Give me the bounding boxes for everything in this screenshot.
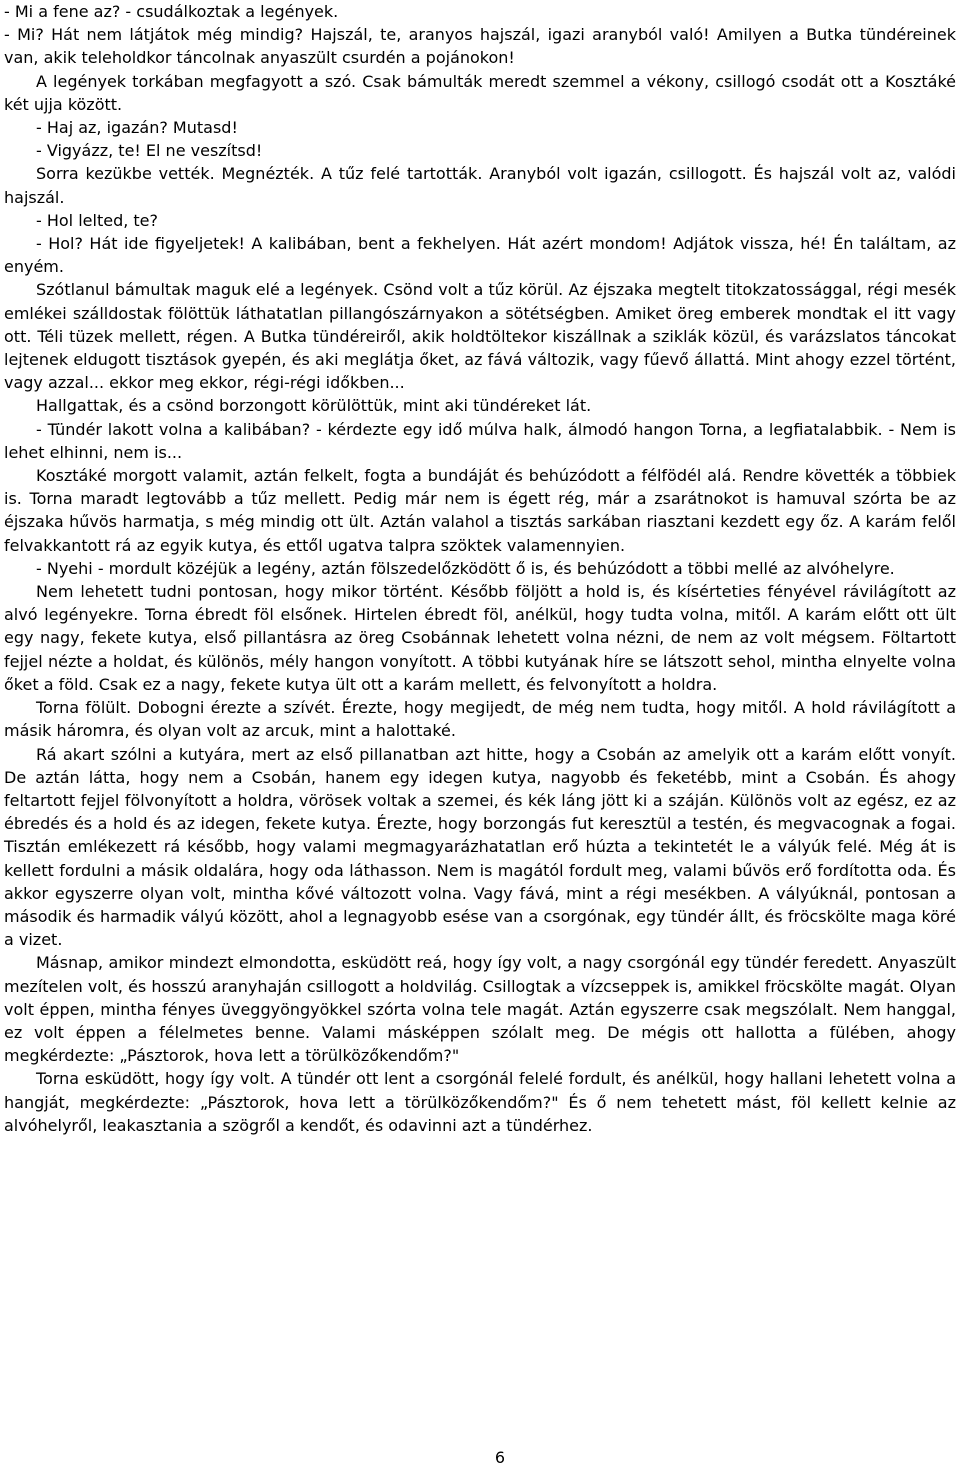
paragraph-10: Hallgattak, és a csönd borzongott körülöttük, mint aki tündéreket lát.	[36, 396, 592, 416]
paragraph-17: Másnap, amikor mindezt elmondotta, esküdött reá, hogy így volt, a nagy csorgónál egy tündér feredett. Anyaszült mezítelen volt, és hosszú aranyhaján csillogott a holdvilág. Csillogtak a vízcseppek is, amikkel fröcskölte magát. Olyan volt éppen, mintha fényes üveggyöngyökkel szórta volna tele magát. Aztán egyszerre csak megszólalt. Nem hanggal, ez volt éppen a félelmetes benne. Valami másképpen szólalt meg. De mégis ott hallotta a fülében, ahogy megkérdezte: „Pásztorok, hova lett a törülközőkendőm?"	[4, 953, 956, 1066]
paragraph-7: - Hol lelted, te?	[36, 210, 158, 230]
paragraph-6: Sorra kezükbe vették. Megnézték. A tűz felé tartották. Aranyból volt igazán, csillogott. És hajszál volt az, valódi hajszál.	[4, 164, 956, 207]
paragraph-16: Rá akart szólni a kutyára, mert az első pillanatban azt hitte, hogy a Csobán az amelyik ott a karám előtt vonyít. De aztán látta, hogy nem a Csobán, hanem egy idegen kutya, nagyobb és feketébb, mint a Csobán. És ahogy feltartott fejjel fölvonyított a holdra, vörösek voltak a szemei, és kék láng jött ki a száján. Különös volt az egész, ez az ébredés és a hold és az idegen, fekete kutya. Érezte, hogy borzongás fut keresztül a testén, és megvacognak a fogai. Tisztán emlékezett rá később, hogy valami megmagyarázhatatlan erő húzta a tekintetét le a vályúk felé. Még át is kellett fordulni a másik oldalára, hogy oda láthasson. Nem is magától fordult meg, valami bűvös erő fordította oda. És akkor egyszerre olyan volt, mintha kővé változott volna. Vagy fává, mint a régi mesékben. A vályúknál, pontosan a második és harmadik vályú között, ahol a legnagyobb esése van a csorgónak, egy tündér állt, és fröcskölte maga köré a vizet.	[4, 744, 956, 950]
paragraph-8: - Hol? Hát ide figyeljetek! A kalibában, bent a fekhelyen. Hát azért mondom! Adjátok vissza, hé! Én találtam, az enyém.	[4, 234, 956, 277]
paragraph-12: Kosztáké morgott valamit, aztán felkelt, fogta a bundáját és behúzódott a félfödél alá. Rendre követték a többiek is. Torna maradt legtovább a tűz mellett. Pedig már nem is égett rég, már a zsarátnokot is hamuval szórta be az éjszaka hűvös harmatja, s még mindig ott ült. Aztán valahol a tisztás sarkában riasztani kezdett egy őz. A karám felől felvakkantott rá az egyik kutya, és ettől ugatva talpra szöktek valamennyien.	[4, 466, 956, 555]
paragraph-2: - Mi? Hát nem látjátok még mindig? Hajszál, te, aranyos hajszál, igazi aranyból való! Amilyen a Butka tündéreinek van, akik teleholdkor táncolnak anyaszült csurdén a pojánokon!	[4, 25, 956, 68]
paragraph-3: A legények torkában megfagyott a szó. Csak bámulták meredt szemmel a vékony, csillogó csodát ott a Kosztáké két ujja között.	[4, 71, 956, 114]
paragraph-13: - Nyehi - mordult közéjük a legény, aztán fölszedelőzködött ő is, és behúzódott a többi mellé az alvóhelyre.	[36, 558, 895, 578]
paragraph-9: Szótlanul bámultak maguk elé a legények. Csönd volt a tűz körül. Az éjszaka megtelt titokzatossággal, régi mesék emlékei szálldostak fölöttük láthatatlan pillangószárnyakon a sötétségben. Amiket öreg emberek mondtak el itt vagy ott. Téli tüzek mellett, régen. A Butka tündéreiről, akik holdtöltekor kiszállnak a sziklák közül, és varázslatos táncokat lejtenek eldugott tisztások gyepén, és aki meglátja őket, az fává változik, vagy fűevő állattá. Mint ahogy ezzel történt, vagy azzal... ekkor meg ekkor, régi-régi időkben...	[4, 280, 956, 393]
paragraph-1: - Mi a fene az? - csudálkoztak a legények.	[4, 2, 339, 21]
paragraph-11: - Tündér lakott volna a kalibában? - kérdezte egy idő múlva halk, álmodó hangon Torna, a legfiatalabbik. - Nem is lehet elhinni, nem is...	[4, 419, 956, 462]
page-number: 6	[494, 1448, 506, 1467]
paragraph-15: Torna fölült. Dobogni érezte a szívét. Érezte, hogy megijedt, de még nem tudta, hogy mitől. A hold rávilágított a másik háromra, és olyan volt az arcuk, mint a halottaké.	[4, 698, 956, 741]
paragraph-5: - Vigyázz, te! El ne veszítsd!	[36, 141, 263, 161]
paragraph-4: - Haj az, igazán? Mutasd!	[36, 118, 238, 138]
paragraph-18: Torna esküdött, hogy így volt. A tündér ott lent a csorgónál felelé fordult, és anélkül, hogy hallani lehetett volna a hangját, megkérdezte: „Pásztorok, hova lett a törülközőkendőm?" És ő nem tehetett mást, föl kellett kelnie az alvóhelyről, leakasztania a szögről a kendőt, és odavinni azt a tündérhez.	[4, 1069, 956, 1135]
document-page	[4, 0, 956, 1137]
paragraph-14: Nem lehetett tudni pontosan, hogy mikor történt. Később följött a hold is, és kísérteties fényével rávilágított az alvó legényekre. Torna ébredt föl elsőnek. Hirtelen ébredt föl, anélkül, hogy tudta volna, mitől. A karám előtt ott ült egy nagy, fekete kutya, első pillantásra az öreg Csobánnak lehetett volna nézni, de nem az volt mégsem. Föltartott fejjel nézte a holdat, és különös, mély hangon vonyított. A többi kutyának híre se látszott sehol, mintha elnyelte volna őket a föld. Csak ez a nagy, fekete kutya ült ott a karám mellett, és felvonyított a holdra.	[4, 582, 956, 694]
